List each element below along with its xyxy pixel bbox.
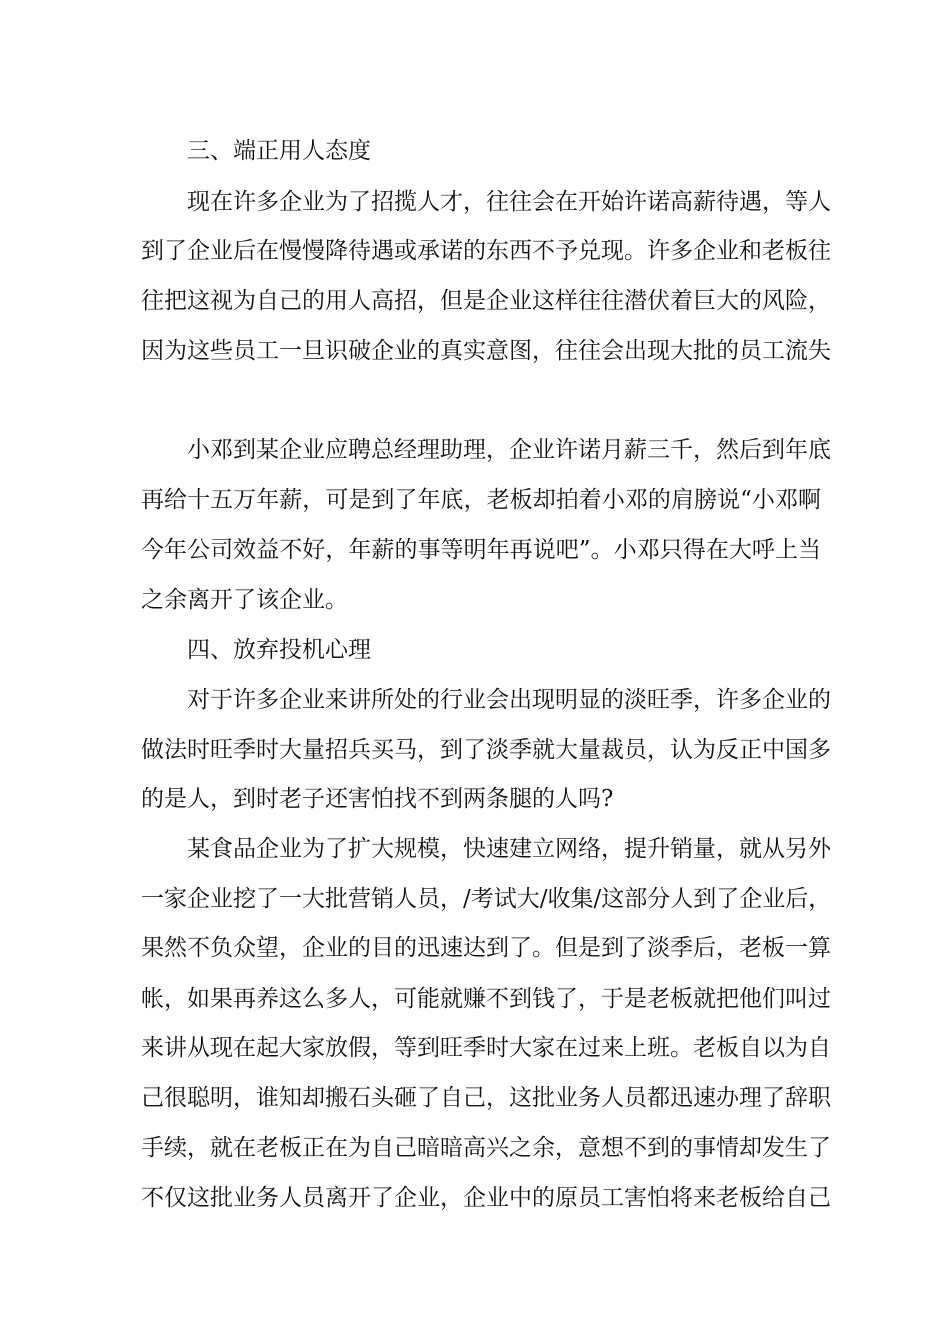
paragraph-line: 往把这视为自己的用人高招，但是企业这样往往潜伏着巨大的风险， xyxy=(141,288,831,314)
paragraph-line: 之余离开了该企业。 xyxy=(141,587,348,613)
paragraph-line: 某食品企业为了扩大规模，快速建立网络，提升销量，就从另外 xyxy=(187,836,831,862)
paragraph-line: 做法时旺季时大量招兵买马，到了淡季就大量裁员，认为反正中国多 xyxy=(141,737,831,763)
paragraph-line: 来讲从现在起大家放假，等到旺季时大家在过来上班。老板自以为自 xyxy=(141,1035,831,1061)
paragraph-line: 今年公司效益不好，年薪的事等明年再说吧”。小邓只得在大呼上当 xyxy=(141,537,821,563)
paragraph-line: 因为这些员工一旦识破企业的真实意图，往往会出现大批的员工流失 xyxy=(141,338,831,364)
paragraph-line: 帐，如果再养这么多人，可能就赚不到钱了，于是老板就把他们叫过 xyxy=(141,986,831,1012)
paragraph-line: 到了企业后在慢慢降待遇或承诺的东西不予兑现。许多企业和老板往 xyxy=(141,238,831,264)
paragraph-line: 现在许多企业为了招揽人才，往往会在开始许诺高薪待遇，等人 xyxy=(187,189,831,215)
paragraph-line: 的是人，到时老子还害怕找不到两条腿的人吗? xyxy=(141,786,614,812)
paragraph-line: 再给十五万年薪，可是到了年底，老板却拍着小邓的肩膀说“小邓啊 xyxy=(141,487,821,513)
section-heading-3: 三、端正用人态度 xyxy=(187,138,371,164)
paragraph-line: 果然不负众望，企业的目的迅速达到了。但是到了淡季后，老板一算 xyxy=(141,935,831,961)
paragraph-line: 不仅这批业务人员离开了企业，企业中的原员工害怕将来老板给自己 xyxy=(141,1185,831,1211)
paragraph-line: 对于许多企业来讲所处的行业会出现明显的淡旺季，许多企业的 xyxy=(187,687,831,713)
paragraph-line: 一家企业挖了一大批营销人员，/考试大/收集/这部分人到了企业后， xyxy=(141,886,832,912)
paragraph-line: 己很聪明，谁知却搬石头砸了自己，这批业务人员都迅速办理了辞职 xyxy=(141,1085,831,1111)
paragraph-line: 小邓到某企业应聘总经理助理，企业许诺月薪三千，然后到年底 xyxy=(187,437,831,463)
section-heading-4: 四、放弃投机心理 xyxy=(187,637,371,663)
paragraph-line: 手续，就在老板正在为自己暗暗高兴之余，意想不到的事情却发生了 xyxy=(141,1135,831,1161)
